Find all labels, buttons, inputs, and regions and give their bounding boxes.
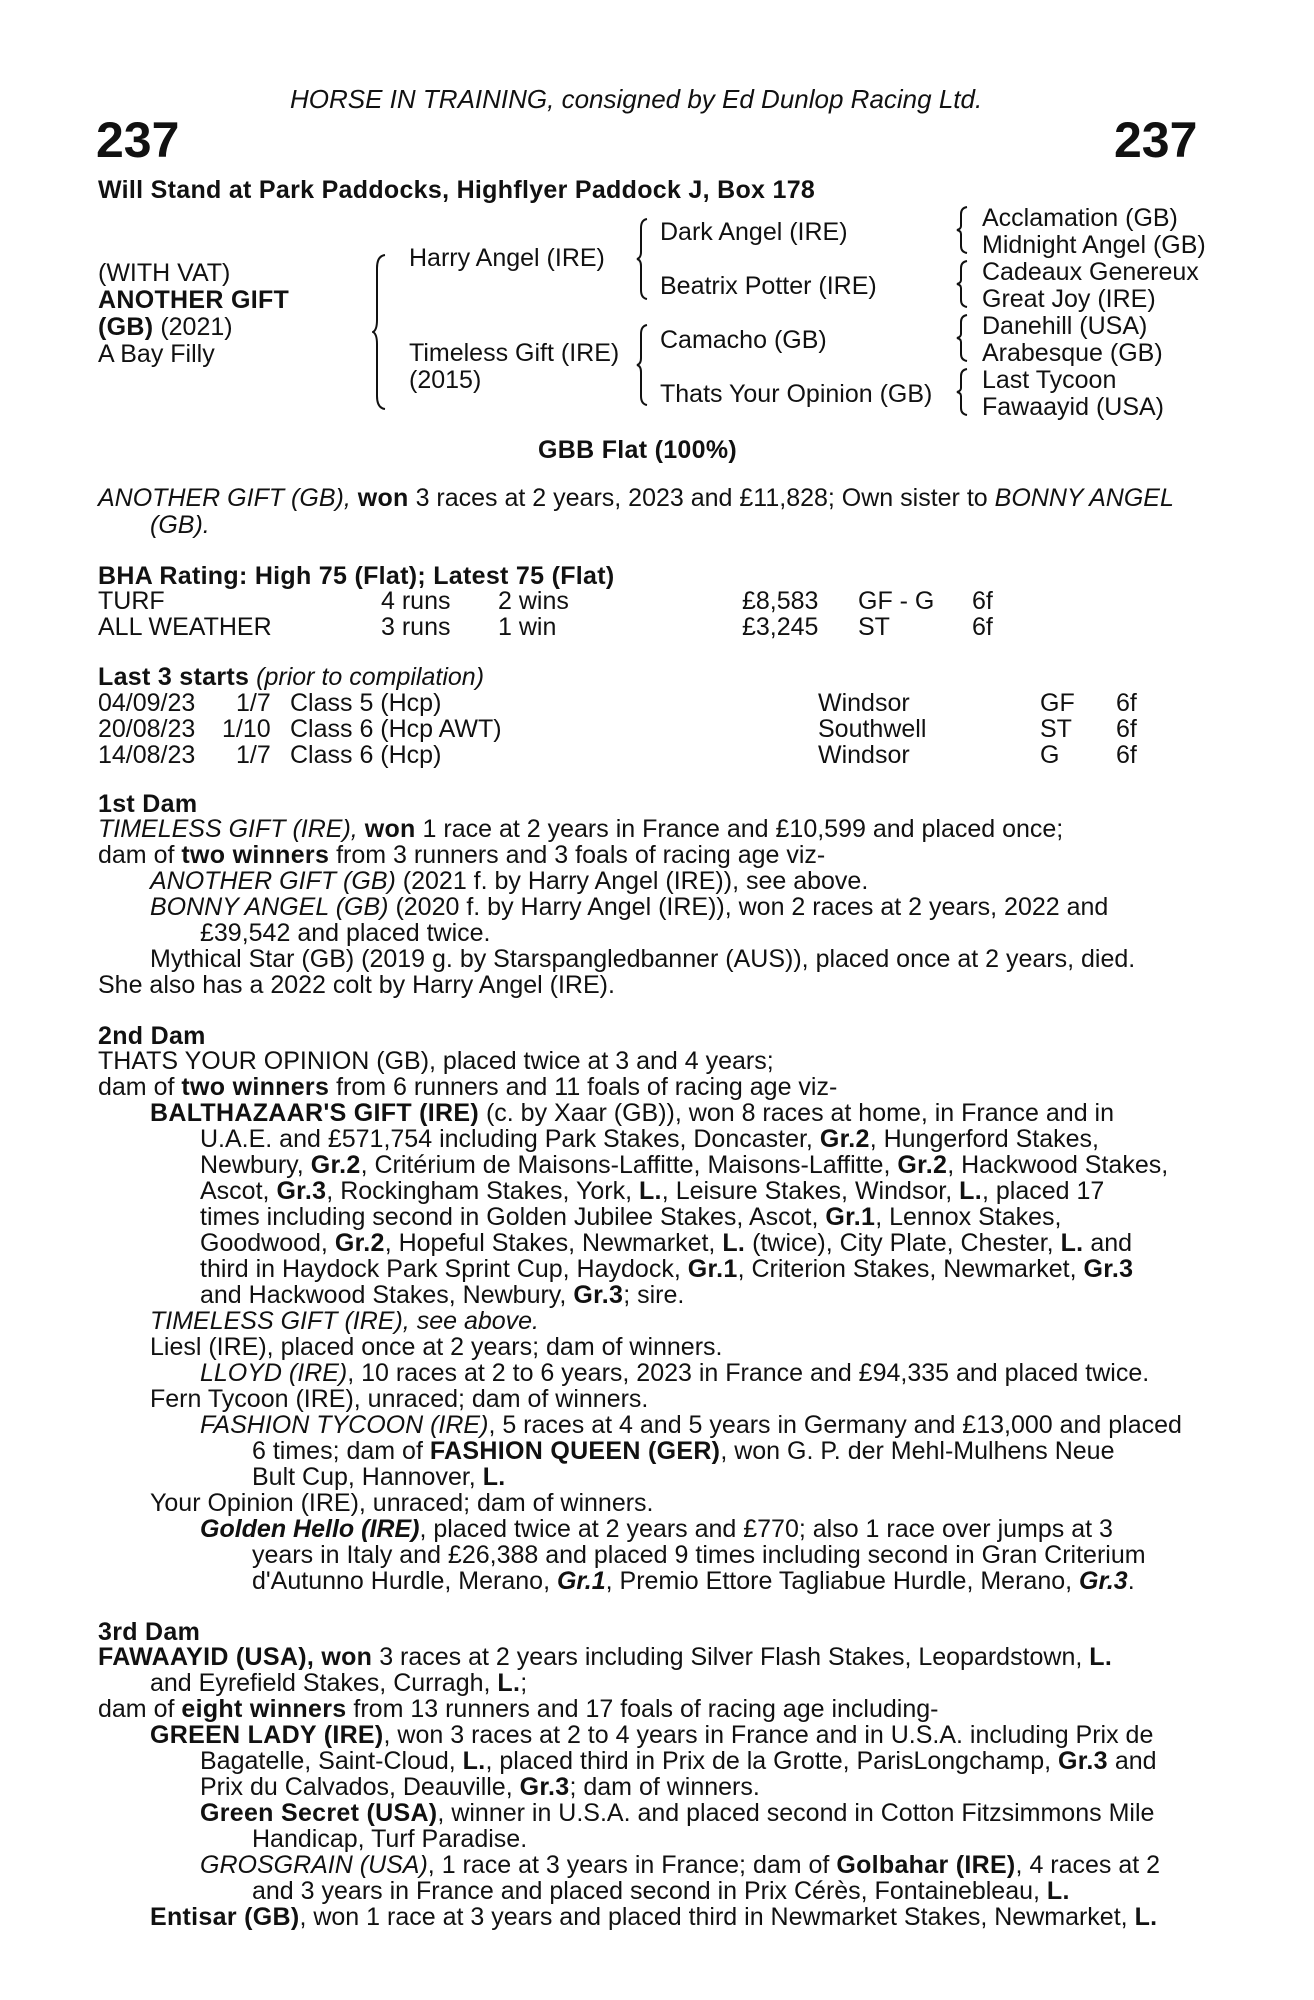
g3-ancestor: Fawaayid (USA) bbox=[982, 393, 1164, 421]
bha-rating-heading: BHA Rating: High 75 (Flat); Latest 75 (Flat) bbox=[98, 562, 615, 590]
progeny-line: and 3 years in France and placed second in Prix Cérès, Fontainebleau, L. bbox=[252, 1877, 1070, 1905]
start-race: Class 6 (Hcp AWT) bbox=[290, 715, 502, 743]
progeny-line: Mythical Star (GB) (2019 g. by Starspangledbanner (AUS)), placed once at 2 years, died. bbox=[150, 945, 1136, 973]
first-dam-heading: 1st Dam bbox=[98, 790, 198, 818]
start-date: 14/08/23 bbox=[98, 741, 196, 769]
lot-number-right: 237 bbox=[1114, 112, 1198, 168]
summary-line: ANOTHER GIFT (GB), won 3 races at 2 years, 2023 and £11,828; Own sister to BONNY ANGEL bbox=[98, 484, 1174, 512]
second-dam-line: THATS YOUR OPINION (GB), placed twice at 3 and 4 years; bbox=[98, 1047, 774, 1075]
start-position: 1/7 bbox=[236, 689, 271, 717]
progeny-line: ANOTHER GIFT (GB) (2021 f. by Harry Angel (IRE)), see above. bbox=[150, 867, 869, 895]
sire-name: Harry Angel (IRE) bbox=[409, 244, 605, 272]
first-dam-line: TIMELESS GIFT (IRE), won 1 race at 2 years in France and £10,599 and placed once; bbox=[98, 815, 1064, 843]
progeny-line: Goodwood, Gr.2, Hopeful Stakes, Newmarket, L. (twice), City Plate, Chester, L. and bbox=[200, 1229, 1133, 1257]
g3-ancestor: Acclamation (GB) bbox=[982, 204, 1178, 232]
progeny-line: Handicap, Turf Paradise. bbox=[252, 1825, 528, 1853]
dam-year: (2015) bbox=[409, 366, 482, 394]
first-dam-line: dam of two winners from 3 runners and 3 foals of racing age viz- bbox=[98, 841, 826, 869]
start-going: GF bbox=[1040, 689, 1075, 717]
g3-ancestor: Last Tycoon bbox=[982, 366, 1117, 394]
rating-prize: £3,245 bbox=[742, 613, 819, 641]
start-date: 20/08/23 bbox=[98, 715, 196, 743]
start-date: 04/09/23 bbox=[98, 689, 196, 717]
pedigree-brace-sire bbox=[636, 218, 648, 300]
g3-ancestor: Arabesque (GB) bbox=[982, 339, 1163, 367]
horse-description: A Bay Filly bbox=[98, 340, 215, 368]
rating-distance: 6f bbox=[972, 587, 993, 615]
pedigree-brace-main bbox=[372, 254, 386, 410]
rating-wins: 1 win bbox=[498, 613, 557, 641]
rating-distance: 6f bbox=[972, 613, 993, 641]
progeny-line: GROSGRAIN (USA), 1 race at 3 years in France; dam of Golbahar (IRE), 4 races at 2 bbox=[200, 1851, 1161, 1879]
rating-wins: 2 wins bbox=[498, 587, 569, 615]
sire-dam: Beatrix Potter (IRE) bbox=[660, 272, 877, 300]
pedigree-brace-g3-2 bbox=[956, 260, 968, 308]
progeny-line: Fern Tycoon (IRE), unraced; dam of winners. bbox=[150, 1385, 649, 1413]
third-dam-line: and Eyrefield Stakes, Curragh, L.; bbox=[150, 1669, 528, 1697]
start-going: G bbox=[1040, 741, 1060, 769]
g3-ancestor: Cadeaux Genereux bbox=[982, 258, 1199, 286]
rating-going: GF - G bbox=[858, 587, 935, 615]
vat-note: (WITH VAT) bbox=[98, 259, 231, 287]
third-dam-line: dam of eight winners from 13 runners and 17 foals of racing age including- bbox=[98, 1695, 939, 1723]
start-position: 1/7 bbox=[236, 741, 271, 769]
dam-sire: Camacho (GB) bbox=[660, 326, 827, 354]
progeny-line: BONNY ANGEL (GB) (2020 f. by Harry Angel (IRE)), won 2 races at 2 years, 2022 and bbox=[150, 893, 1109, 921]
progeny-line: years in Italy and £26,388 and placed 9 times including second in Gran Criterium bbox=[252, 1541, 1146, 1569]
progeny-line: d'Autunno Hurdle, Merano, Gr.1, Premio Ettore Tagliabue Hurdle, Merano, Gr.3. bbox=[252, 1567, 1135, 1595]
dam-dam: Thats Your Opinion (GB) bbox=[660, 380, 933, 408]
third-dam-line: FAWAAYID (USA), won 3 races at 2 years including Silver Flash Stakes, Leopardstown, L. bbox=[98, 1643, 1113, 1671]
progeny-line: She also has a 2022 colt by Harry Angel (IRE). bbox=[98, 971, 615, 999]
rating-surface: TURF bbox=[98, 587, 165, 615]
dam-name: Timeless Gift (IRE) bbox=[409, 339, 620, 367]
progeny-line: TIMELESS GIFT (IRE), see above. bbox=[150, 1307, 540, 1335]
progeny-line: Your Opinion (IRE), unraced; dam of winners. bbox=[150, 1489, 654, 1517]
progeny-line: Golden Hello (IRE), placed twice at 2 years and £770; also 1 race over jumps at 3 bbox=[200, 1515, 1113, 1543]
progeny-line: times including second in Golden Jubilee Stakes, Ascot, Gr.1, Lennox Stakes, bbox=[200, 1203, 1062, 1231]
start-position: 1/10 bbox=[222, 715, 271, 743]
start-distance: 6f bbox=[1116, 715, 1137, 743]
g3-ancestor: Midnight Angel (GB) bbox=[982, 231, 1206, 259]
progeny-line: 6 times; dam of FASHION QUEEN (GER), won G. P. der Mehl-Mulhens Neue bbox=[252, 1437, 1115, 1465]
pedigree-brace-dam bbox=[636, 324, 648, 406]
gbb-status: GBB Flat (100%) bbox=[538, 436, 737, 464]
start-course: Windsor bbox=[818, 741, 910, 769]
second-dam-line: dam of two winners from 6 runners and 11 foals of racing age viz- bbox=[98, 1073, 838, 1101]
start-course: Windsor bbox=[818, 689, 910, 717]
progeny-line: GREEN LADY (IRE), won 3 races at 2 to 4 years in France and in U.S.A. including Prix de bbox=[150, 1721, 1154, 1749]
progeny-line: Newbury, Gr.2, Critérium de Maisons-Laffitte, Maisons-Laffitte, Gr.2, Hackwood Stakes, bbox=[200, 1151, 1169, 1179]
progeny-line: Bagatelle, Saint-Cloud, L., placed third in Prix de la Grotte, ParisLongchamp, Gr.3 and bbox=[200, 1747, 1157, 1775]
progeny-line: BALTHAZAAR'S GIFT (IRE) (c. by Xaar (GB)), won 8 races at home, in France and in bbox=[150, 1099, 1115, 1127]
progeny-line: and Hackwood Stakes, Newbury, Gr.3; sire. bbox=[200, 1281, 685, 1309]
pedigree-brace-g3-3 bbox=[956, 314, 968, 362]
start-race: Class 6 (Hcp) bbox=[290, 741, 442, 769]
progeny-line: LLOYD (IRE), 10 races at 2 to 6 years, 2023 in France and £94,335 and placed twice. bbox=[200, 1359, 1150, 1387]
progeny-line: Liesl (IRE), placed once at 2 years; dam of winners. bbox=[150, 1333, 723, 1361]
pedigree-brace-g3-4 bbox=[956, 368, 968, 416]
second-dam-heading: 2nd Dam bbox=[98, 1022, 206, 1050]
start-distance: 6f bbox=[1116, 689, 1137, 717]
progeny-line: Bult Cup, Hannover, L. bbox=[252, 1463, 506, 1491]
rating-runs: 4 runs bbox=[381, 587, 451, 615]
pedigree-brace-g3-1 bbox=[956, 206, 968, 254]
progeny-line: Ascot, Gr.3, Rockingham Stakes, York, L., Leisure Stakes, Windsor, L., placed 17 bbox=[200, 1177, 1105, 1205]
last-starts-heading: Last 3 starts (prior to compilation) bbox=[98, 663, 485, 691]
start-distance: 6f bbox=[1116, 741, 1137, 769]
rating-prize: £8,583 bbox=[742, 587, 819, 615]
start-going: ST bbox=[1040, 715, 1072, 743]
lot-number-left: 237 bbox=[96, 112, 180, 168]
start-race: Class 5 (Hcp) bbox=[290, 689, 442, 717]
summary-line-cont: (GB). bbox=[150, 511, 210, 539]
rating-surface: ALL WEATHER bbox=[98, 613, 272, 641]
rating-going: ST bbox=[858, 613, 890, 641]
progeny-line: U.A.E. and £571,754 including Park Stakes, Doncaster, Gr.2, Hungerford Stakes, bbox=[200, 1125, 1099, 1153]
progeny-line: FASHION TYCOON (IRE), 5 races at 4 and 5 years in Germany and £13,000 and placed bbox=[200, 1411, 1182, 1439]
progeny-line: Entisar (GB), won 1 race at 3 years and placed third in Newmarket Stakes, Newmarket, L. bbox=[150, 1903, 1158, 1931]
horse-origin-year: (GB) (2021) bbox=[98, 313, 233, 341]
sire-sire: Dark Angel (IRE) bbox=[660, 218, 848, 246]
rating-runs: 3 runs bbox=[381, 613, 451, 641]
start-course: Southwell bbox=[818, 715, 927, 743]
progeny-line: third in Haydock Park Sprint Cup, Haydock, Gr.1, Criterion Stakes, Newmarket, Gr.3 bbox=[200, 1255, 1134, 1283]
progeny-line: Green Secret (USA), winner in U.S.A. and placed second in Cotton Fitzsimmons Mile bbox=[200, 1799, 1155, 1827]
consignor-title: HORSE IN TRAINING, consigned by Ed Dunlop Racing Ltd. bbox=[290, 84, 983, 114]
progeny-line: Prix du Calvados, Deauville, Gr.3; dam of winners. bbox=[200, 1773, 760, 1801]
g3-ancestor: Great Joy (IRE) bbox=[982, 285, 1156, 313]
progeny-line: £39,542 and placed twice. bbox=[200, 919, 491, 947]
g3-ancestor: Danehill (USA) bbox=[982, 312, 1148, 340]
stand-location: Will Stand at Park Paddocks, Highflyer Paddock J, Box 178 bbox=[98, 176, 816, 204]
third-dam-heading: 3rd Dam bbox=[98, 1618, 201, 1646]
horse-name: ANOTHER GIFT bbox=[98, 286, 290, 314]
